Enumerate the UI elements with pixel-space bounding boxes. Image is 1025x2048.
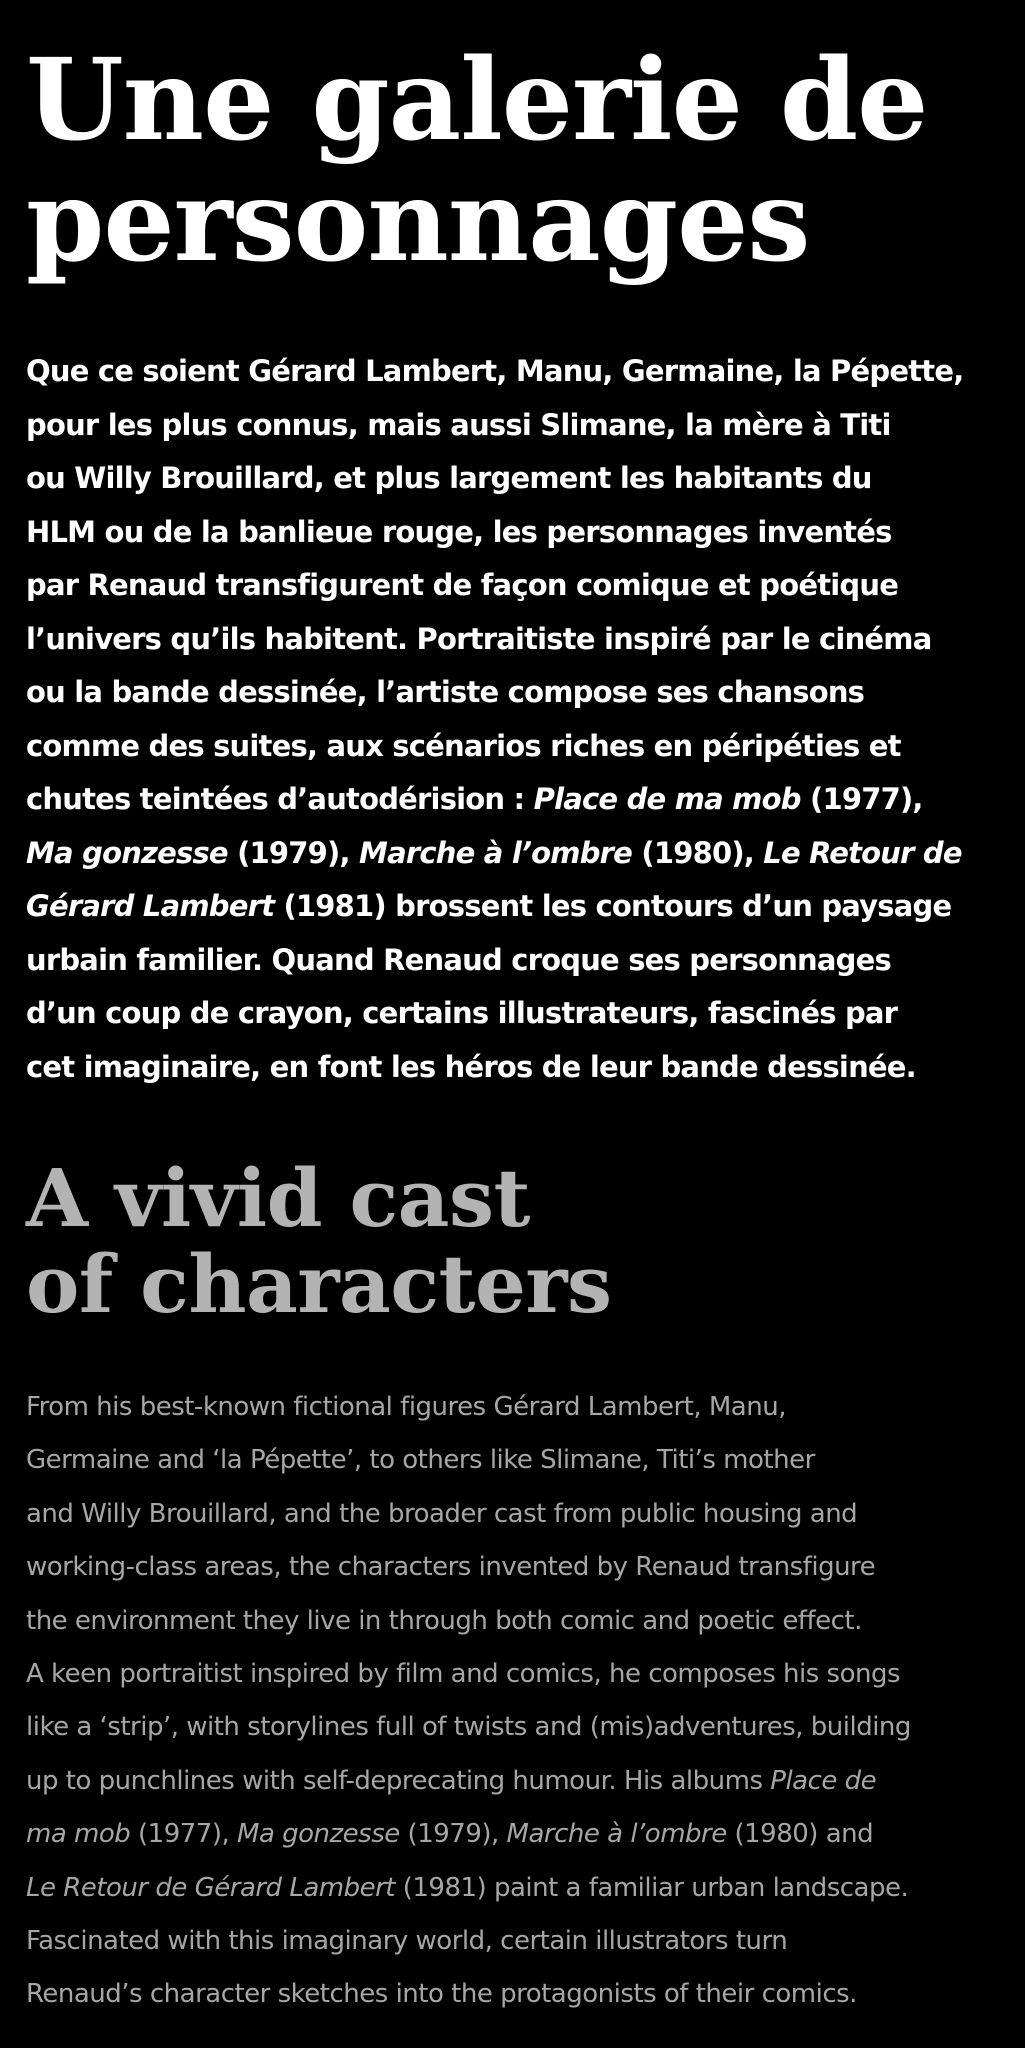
french-line: Que ce soient Gérard Lambert, Manu, Germaine, la Pépette, (26, 354, 964, 388)
french-line: l’univers qu’ils habitent. Portraitiste inspiré par le cinéma (26, 621, 932, 656)
french-line: cet imaginaire, en font les héros de leur bande dessinée. (26, 1049, 916, 1084)
english-line: Germaine and ‘la Pépette’, to others like Slimane, Titi’s mother (26, 1445, 815, 1476)
french-line: ou Willy Brouillard, et plus largement les habitants du (26, 461, 872, 495)
english-line (26, 1755, 1016, 1808)
english-line: From his best-known fictional figures Gérard Lambert, Manu, (26, 1392, 786, 1422)
french-heading-line-1: Une galerie de (26, 35, 928, 166)
french-paragraph (26, 345, 1016, 1094)
english-paragraph (26, 1381, 1016, 2022)
english-heading-line-1: A vivid cast (26, 1151, 530, 1245)
english-line: the environment they live in through both comic and poetic effect. (26, 1605, 862, 1636)
english-heading-line-2: of characters (26, 1237, 612, 1331)
french-line: HLM ou de la banlieue rouge, les personnages inventés (26, 514, 892, 549)
album-title: Gérard Lambert (26, 889, 275, 923)
english-line (26, 1862, 1016, 1915)
french-text: chutes teintées d’autodérision : (26, 782, 534, 816)
french-line (26, 773, 1016, 827)
english-text: (1981) paint a familiar urban landscape. (394, 1872, 909, 1903)
album-title: Place de (770, 1765, 877, 1796)
french-line: pour les plus connus, mais aussi Slimane, la mère à Titi (26, 407, 891, 442)
french-text: (1980), (632, 835, 764, 870)
album-title: Ma gonzesse (26, 835, 228, 870)
french-line: ou la bande dessinée, l’artiste compose ses chansons (26, 675, 865, 709)
french-line (26, 827, 1016, 881)
english-line (26, 1808, 1016, 1861)
album-title: Marche à l’ombre (506, 1819, 727, 1850)
english-text: (1979), (399, 1819, 507, 1850)
french-line: urbain familier. Quand Renaud croque ses personnages (26, 942, 891, 977)
english-line: working-class areas, the characters invented by Renaud transfigure (26, 1552, 876, 1583)
english-text: (1980) and (726, 1819, 874, 1850)
french-text: (1979), (227, 835, 360, 870)
album-title: Le Retour de (763, 835, 962, 870)
english-heading (26, 1151, 612, 1331)
english-text: (1977), (130, 1819, 238, 1850)
album-title: Ma gonzesse (237, 1819, 400, 1850)
album-title: Le Retour de Gérard Lambert (26, 1872, 395, 1903)
english-line: Fascinated with this imaginary world, certain illustrators turn (26, 1926, 788, 1957)
album-title: Marche à l’ombre (359, 835, 633, 870)
album-title: Place de ma mob (533, 782, 801, 816)
english-line: like a ‘strip’, with storylines full of twists and (mis)adventures, building (26, 1712, 911, 1743)
french-heading (26, 35, 928, 287)
french-line (26, 880, 1016, 934)
french-line: par Renaud transfigurent de façon comique et poétique (26, 568, 899, 602)
french-heading-line-2: personnages (26, 156, 810, 287)
french-line: d’un coup de crayon, certains illustrateurs, fascinés par (26, 996, 898, 1030)
english-line: Renaud’s character sketches into the protagonists of their comics. (26, 1979, 857, 2010)
french-text: (1977), (800, 782, 923, 816)
english-line: and Willy Brouillard, and the broader cast from public housing and (26, 1498, 858, 1529)
english-text: up to punchlines with self-deprecating humour. His albums (26, 1765, 771, 1796)
english-line: A keen portraitist inspired by film and comics, he composes his songs (26, 1659, 901, 1690)
french-line: comme des suites, aux scénarios riches en péripéties et (26, 728, 901, 763)
french-text: (1981) brossent les contours d’un paysage (274, 889, 952, 923)
album-title: ma mob (26, 1819, 131, 1850)
